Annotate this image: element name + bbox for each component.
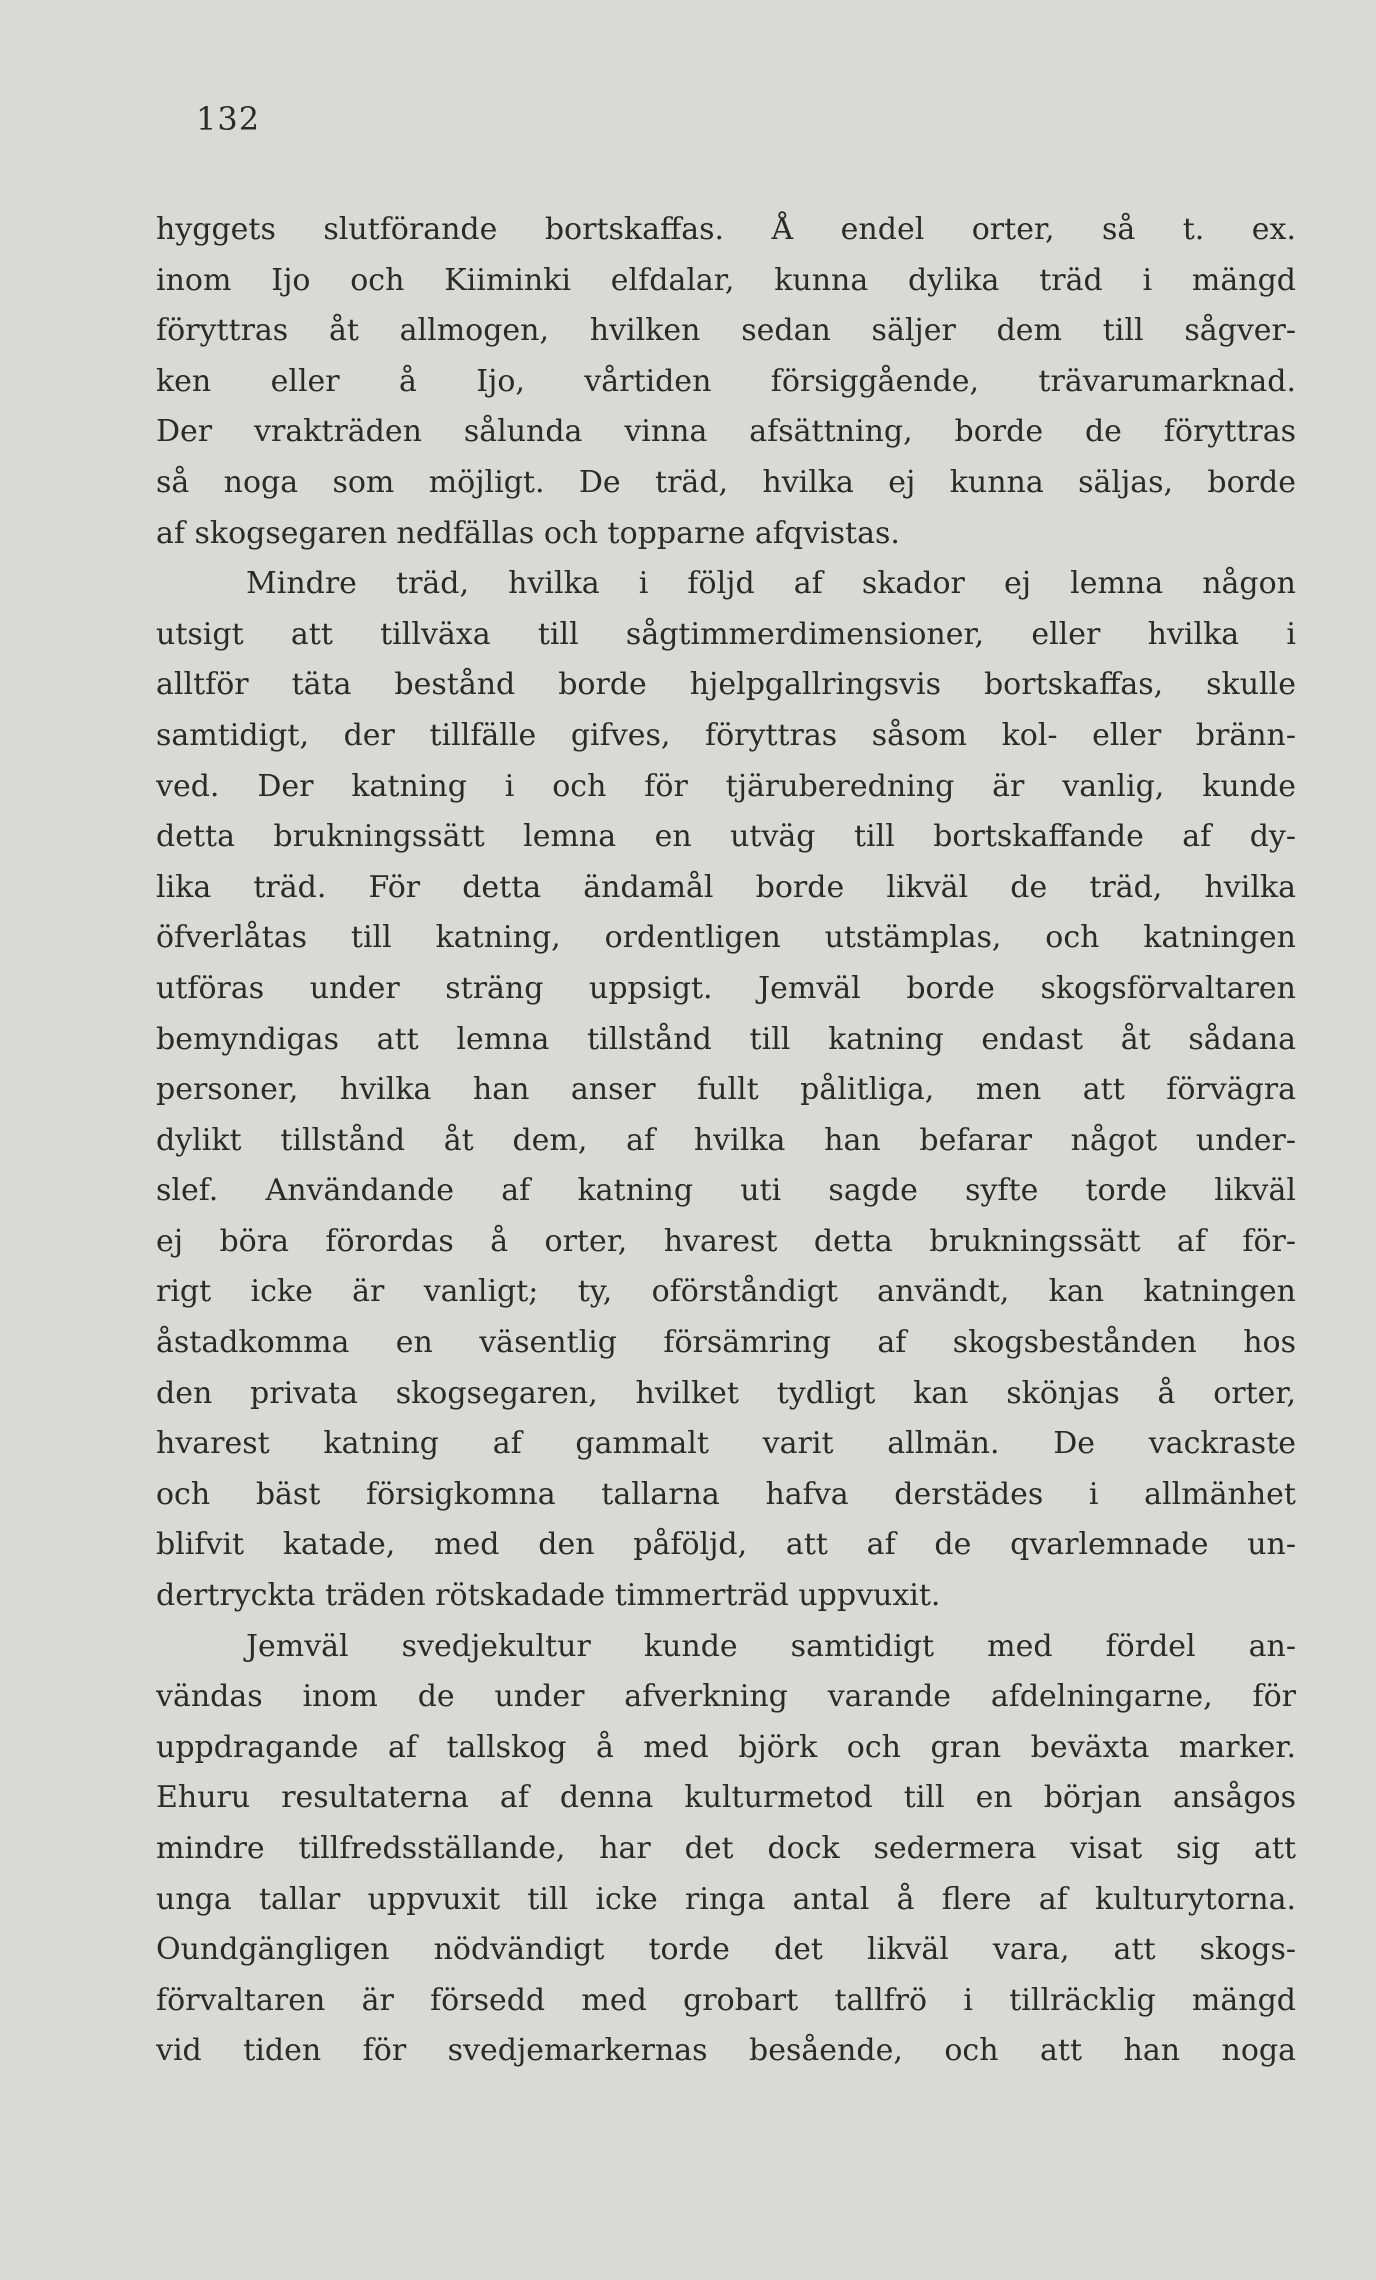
page-number: 132	[196, 100, 261, 138]
text-line: blifvit katade, med den påföljd, att af de qvarlemnade un-	[156, 1527, 1296, 1563]
text-line: rigt icke är vanligt; ty, oförståndigt användt, kan katningen	[156, 1274, 1296, 1310]
text-line: föryttras åt allmogen, hvilken sedan säljer dem till sågver-	[156, 313, 1296, 349]
text-line: ken eller å Ijo, vårtiden försiggående, trävarumarknad.	[156, 363, 1296, 399]
text-line: Oundgängligen nödvändigt torde det likväl vara, att skogs-	[156, 1932, 1296, 1968]
text-line: förvaltaren är försedd med grobart tallfrö i tillräcklig mängd	[156, 1982, 1296, 2018]
text-line: utföras under sträng uppsigt. Jemväl borde skogsförvaltaren	[156, 970, 1296, 1006]
text-line: inom Ijo och Kiiminki elfdalar, kunna dylika träd i mängd	[156, 262, 1296, 298]
text-line: Jemväl svedjekultur kunde samtidigt med fördel an-	[246, 1628, 1296, 1664]
text-line: lika träd. För detta ändamål borde likväl de träd, hvilka	[156, 869, 1296, 905]
text-line: unga tallar uppvuxit till icke ringa antal å flere af kulturytorna.	[156, 1881, 1296, 1917]
text-line: så noga som möjligt. De träd, hvilka ej kunna säljas, borde	[156, 464, 1296, 500]
body-text	[156, 205, 1296, 2077]
text-line: hvarest katning af gammalt varit allmän. De vackraste	[156, 1426, 1296, 1462]
text-line: dylikt tillstånd åt dem, af hvilka han befarar något under-	[156, 1122, 1296, 1158]
text-line: mindre tillfredsställande, har det dock sedermera visat sig att	[156, 1831, 1296, 1866]
text-line: och bäst försigkomna tallarna hafva derstädes i allmänhet	[156, 1476, 1296, 1512]
text-line: hyggets slutförande bortskaffas. Å endel orter, så t. ex.	[156, 212, 1296, 247]
text-line: öfverlåtas till katning, ordentligen utstämplas, och katningen	[156, 920, 1296, 956]
text-line: åstadkomma en väsentlig försämring af skogsbestånden hos	[156, 1325, 1296, 1361]
text-line: vändas inom de under afverkning varande afdelningarne, för	[156, 1679, 1296, 1715]
text-line: uppdragande af tallskog å med björk och gran beväxta marker.	[156, 1729, 1296, 1765]
text-line: ved. Der katning i och för tjäruberedning är vanlig, kunde	[156, 768, 1296, 804]
text-line: dertryckta träden rötskadade timmerträd uppvuxit.	[156, 1578, 941, 1614]
text-line: slef. Användande af katning uti sagde syfte torde likväl	[156, 1173, 1296, 1209]
text-line: utsigt att tillväxa till sågtimmerdimensioner, eller hvilka i	[156, 616, 1296, 652]
text-line: af skogsegaren nedfällas och topparne afqvistas.	[156, 515, 900, 551]
text-line: vid tiden för svedjemarkernas besående, och att han noga	[156, 2033, 1296, 2069]
text-line: den privata skogsegaren, hvilket tydligt kan skönjas å orter,	[156, 1375, 1296, 1411]
text-line: alltför täta bestånd borde hjelpgallringsvis bortskaffas, skulle	[156, 667, 1296, 703]
text-line: personer, hvilka han anser fullt pålitliga, men att förvägra	[156, 1072, 1296, 1108]
text-line: detta brukningssätt lemna en utväg till bortskaffande af dy-	[156, 819, 1296, 855]
text-line: Ehuru resultaterna af denna kulturmetod till en början ansågos	[156, 1780, 1296, 1816]
text-line: Der vrakträden sålunda vinna afsättning, borde de föryttras	[156, 414, 1296, 450]
text-line: bemyndigas att lemna tillstånd till katning endast åt sådana	[156, 1021, 1296, 1057]
text-line: Mindre träd, hvilka i följd af skador ej lemna någon	[246, 566, 1296, 602]
text-line: ej böra förordas å orter, hvarest detta brukningssätt af för-	[156, 1223, 1296, 1259]
text-line: samtidigt, der tillfälle gifves, föryttras såsom kol- eller bränn-	[156, 717, 1296, 753]
